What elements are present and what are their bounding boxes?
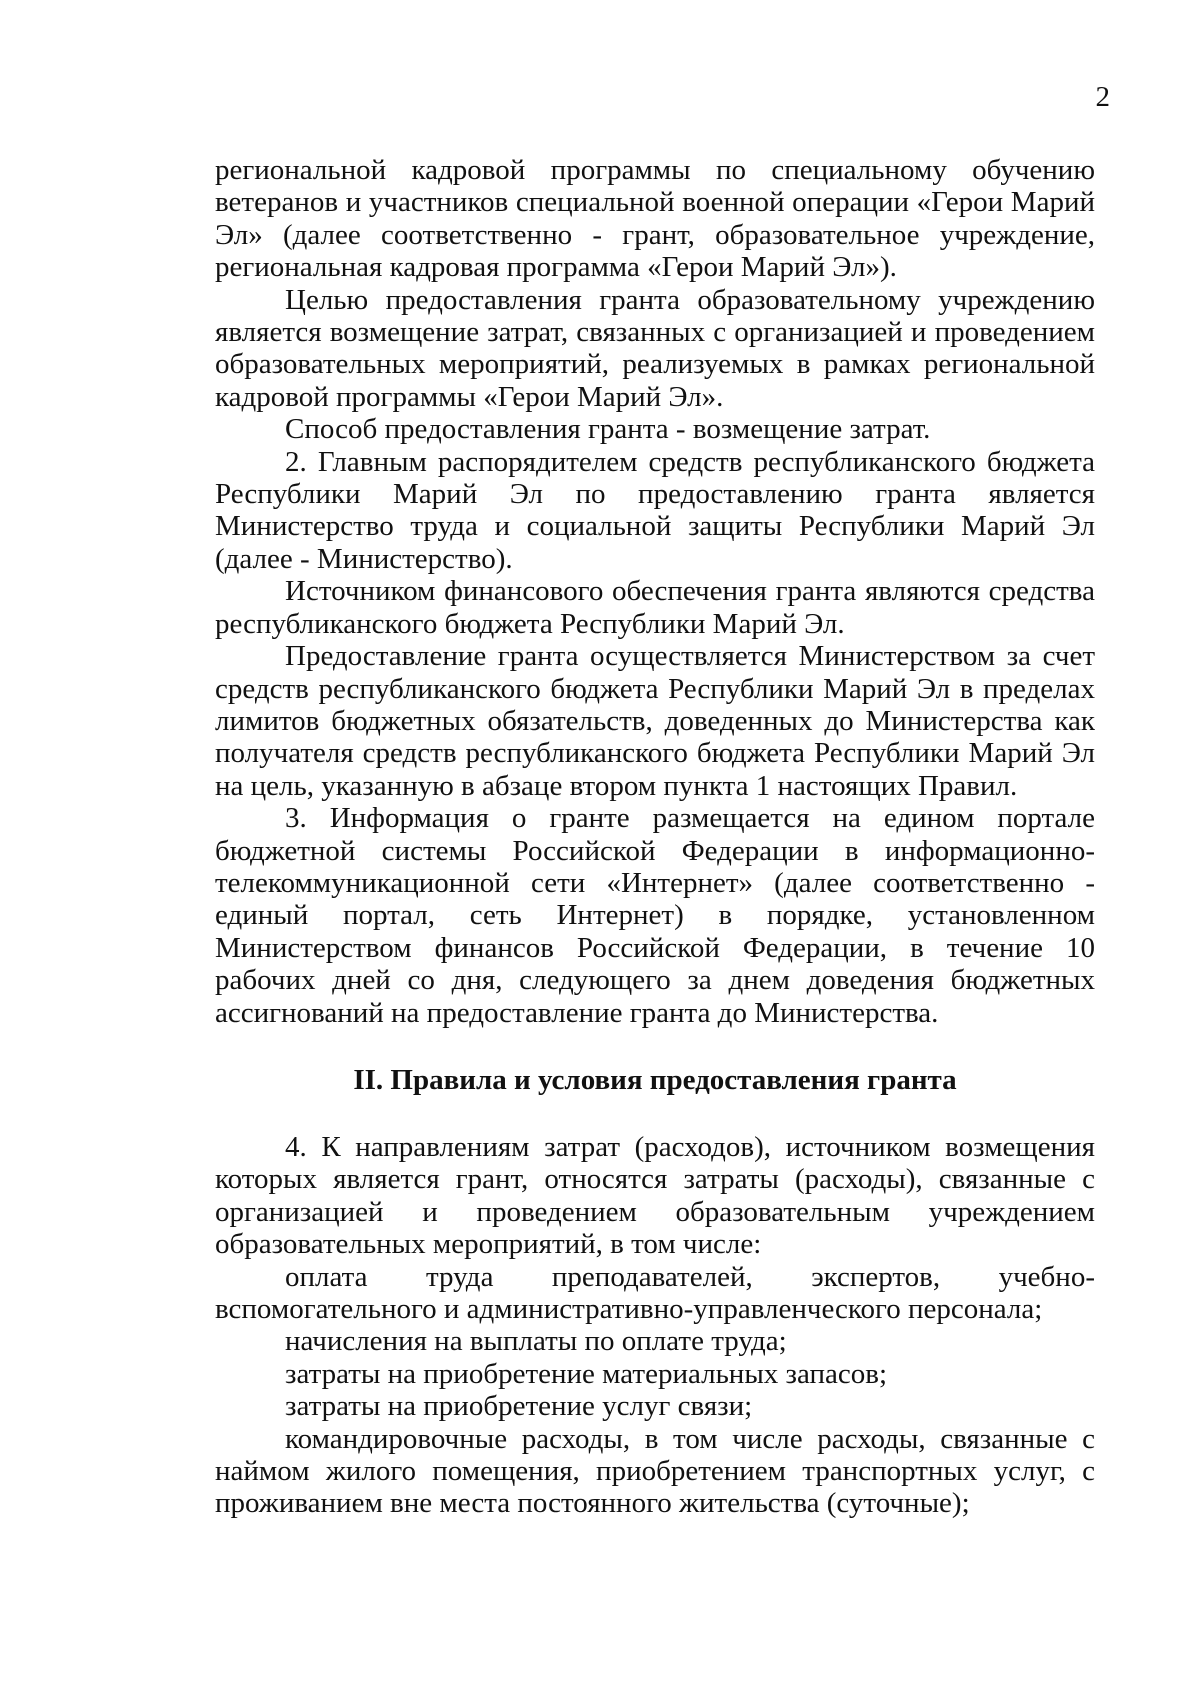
paragraph-grant-method: Способ предоставления гранта - возмещение затрат. xyxy=(285,413,931,446)
paragraph-item-3: 3. Информация о гранте размещается на едином портале бюджетной системы Российской Федерации в информационно-телекоммуникационной сети «Интернет» (далее соответственно - единый портал, сеть Интернет) в порядке, установленном Министерством финансов Российской Федерации, в течение 10 рабочих дней со дня, следующего за днем доведения бюджетных ассигнований на предоставление гранта до Министерства. xyxy=(215,802,1095,1029)
list-item-payroll-charges: начисления на выплаты по оплате труда; xyxy=(285,1325,787,1358)
paragraph-funding-source: Источником финансового обеспечения гранта являются средства республиканского бюджета Республики Марий Эл. xyxy=(215,575,1095,640)
paragraph-item-2: 2. Главным распорядителем средств республиканского бюджета Республики Марий Эл по предоставлению гранта является Министерство труда и социальной защиты Республики Марий Эл (далее - Министерство). xyxy=(215,445,1095,575)
paragraph-item-4: 4. К направлениям затрат (расходов), источником возмещения которых является грант, относятся затраты (расходы), связанные с организацией и проведением образовательным учреждением образовательных мероприятий, в том числе: xyxy=(215,1130,1095,1261)
document-body xyxy=(215,154,1095,1520)
paragraph-grant-provision: Предоставление гранта осуществляется Министерством за счет средств республиканского бюджета Республики Марий Эл в пределах лимитов бюджетных обязательств, доведенных до Министерства как получателя средств республиканского бюджета Республики Марий Эл на цель, указанную в абзаце втором пункта 1 настоящих Правил. xyxy=(215,640,1095,802)
list-item-travel-expenses: командировочные расходы, в том числе расходы, связанные с наймом жилого помещения, приобретением транспортных услуг, с проживанием вне места постоянного жительства (суточные); xyxy=(215,1422,1095,1520)
page-number: 2 xyxy=(1095,81,1110,113)
list-item-materials: затраты на приобретение материальных запасов; xyxy=(285,1357,888,1390)
section-heading: II. Правила и условия предоставления гранта xyxy=(353,1063,957,1096)
paragraph-grant-purpose: Целью предоставления гранта образовательному учреждению является возмещение затрат, связанных с организацией и проведением образовательных мероприятий, реализуемых в рамках региональной кадровой программы «Герои Марий Эл». xyxy=(215,283,1095,413)
list-item-communications: затраты на приобретение услуг связи; xyxy=(285,1390,753,1423)
paragraph-continuation: региональной кадровой программы по специальному обучению ветеранов и участников специальной военной операции «Герои Марий Эл» (далее соответственно - грант, образовательное учреждение, региональная кадровая программа «Герои Марий Эл»). xyxy=(215,154,1095,284)
list-item-salary: оплата труда преподавателей, экспертов, учебно-вспомогательного и административно-управленческого персонала; xyxy=(215,1260,1095,1325)
